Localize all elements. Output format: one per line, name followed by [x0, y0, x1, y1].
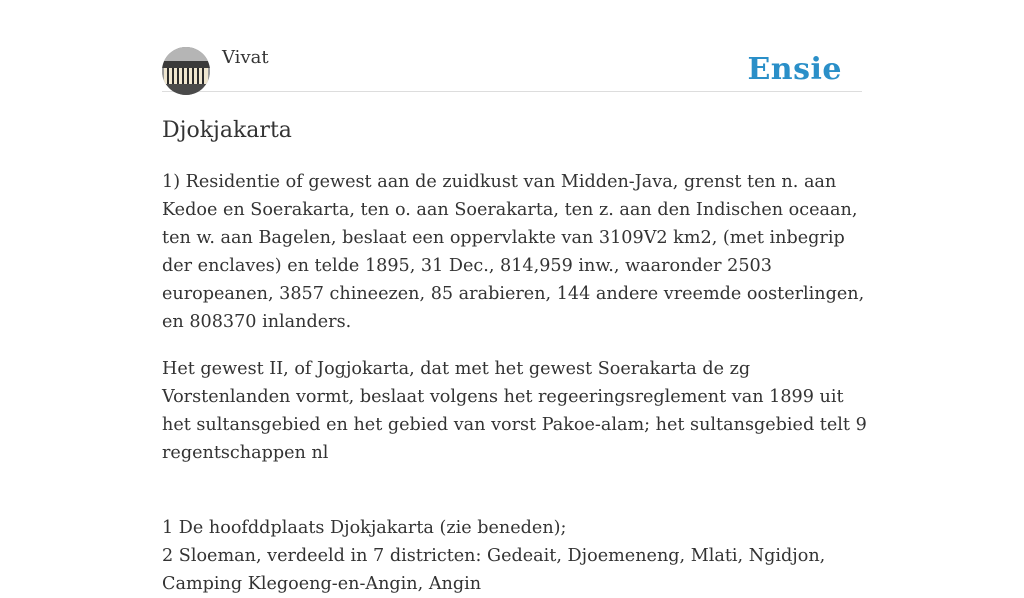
list-item: 2 Sloeman, verdeeld in 7 districten: Gedeait, Djoemeneng, Mlati, Ngidjon, [162, 546, 826, 566]
author-name[interactable]: Vivat [222, 47, 269, 68]
list-item: Camping Klegoeng-en-Angin, Angin [162, 574, 482, 594]
paragraph-spacer [162, 486, 867, 514]
site-logo[interactable]: Ensie [747, 52, 842, 87]
article-body [162, 168, 867, 598]
site-header [162, 46, 862, 92]
avatar-image [162, 47, 210, 95]
list-item: 1 De hoofddplaats Djokjakarta (zie beneden); [162, 518, 567, 538]
article-paragraph: 1) Residentie of gewest aan de zuidkust van Midden-Java, grenst ten n. aan Kedoe en Soerakarta, ten o. aan Soerakarta, ten z. aan den Indischen oceaan, ten w. aan Bagelen, beslaat een oppervlakte van 3109V2 km2, (met inbegrip der enclaves) en telde 1895, 31 Dec., 814,959 inw., waaronder 2503 europeanen, 3857 chineezen, 85 arabieren, 144 andere vreemde oosterlingen, en 808370 inlanders. [162, 172, 865, 332]
regency-list [162, 514, 867, 598]
article-title: Djokjakarta [162, 118, 292, 143]
article-paragraph: Het gewest II, of Jogjokarta, dat met het gewest Soerakarta de zg Vorstenlanden vormt, beslaat volgens het regeeringsreglement van 1899 uit het sultansgebied en het gebied van vorst Pakoe-alam; het sultansgebied telt 9 regentschappen nl [162, 359, 867, 463]
author-avatar[interactable] [162, 47, 210, 95]
